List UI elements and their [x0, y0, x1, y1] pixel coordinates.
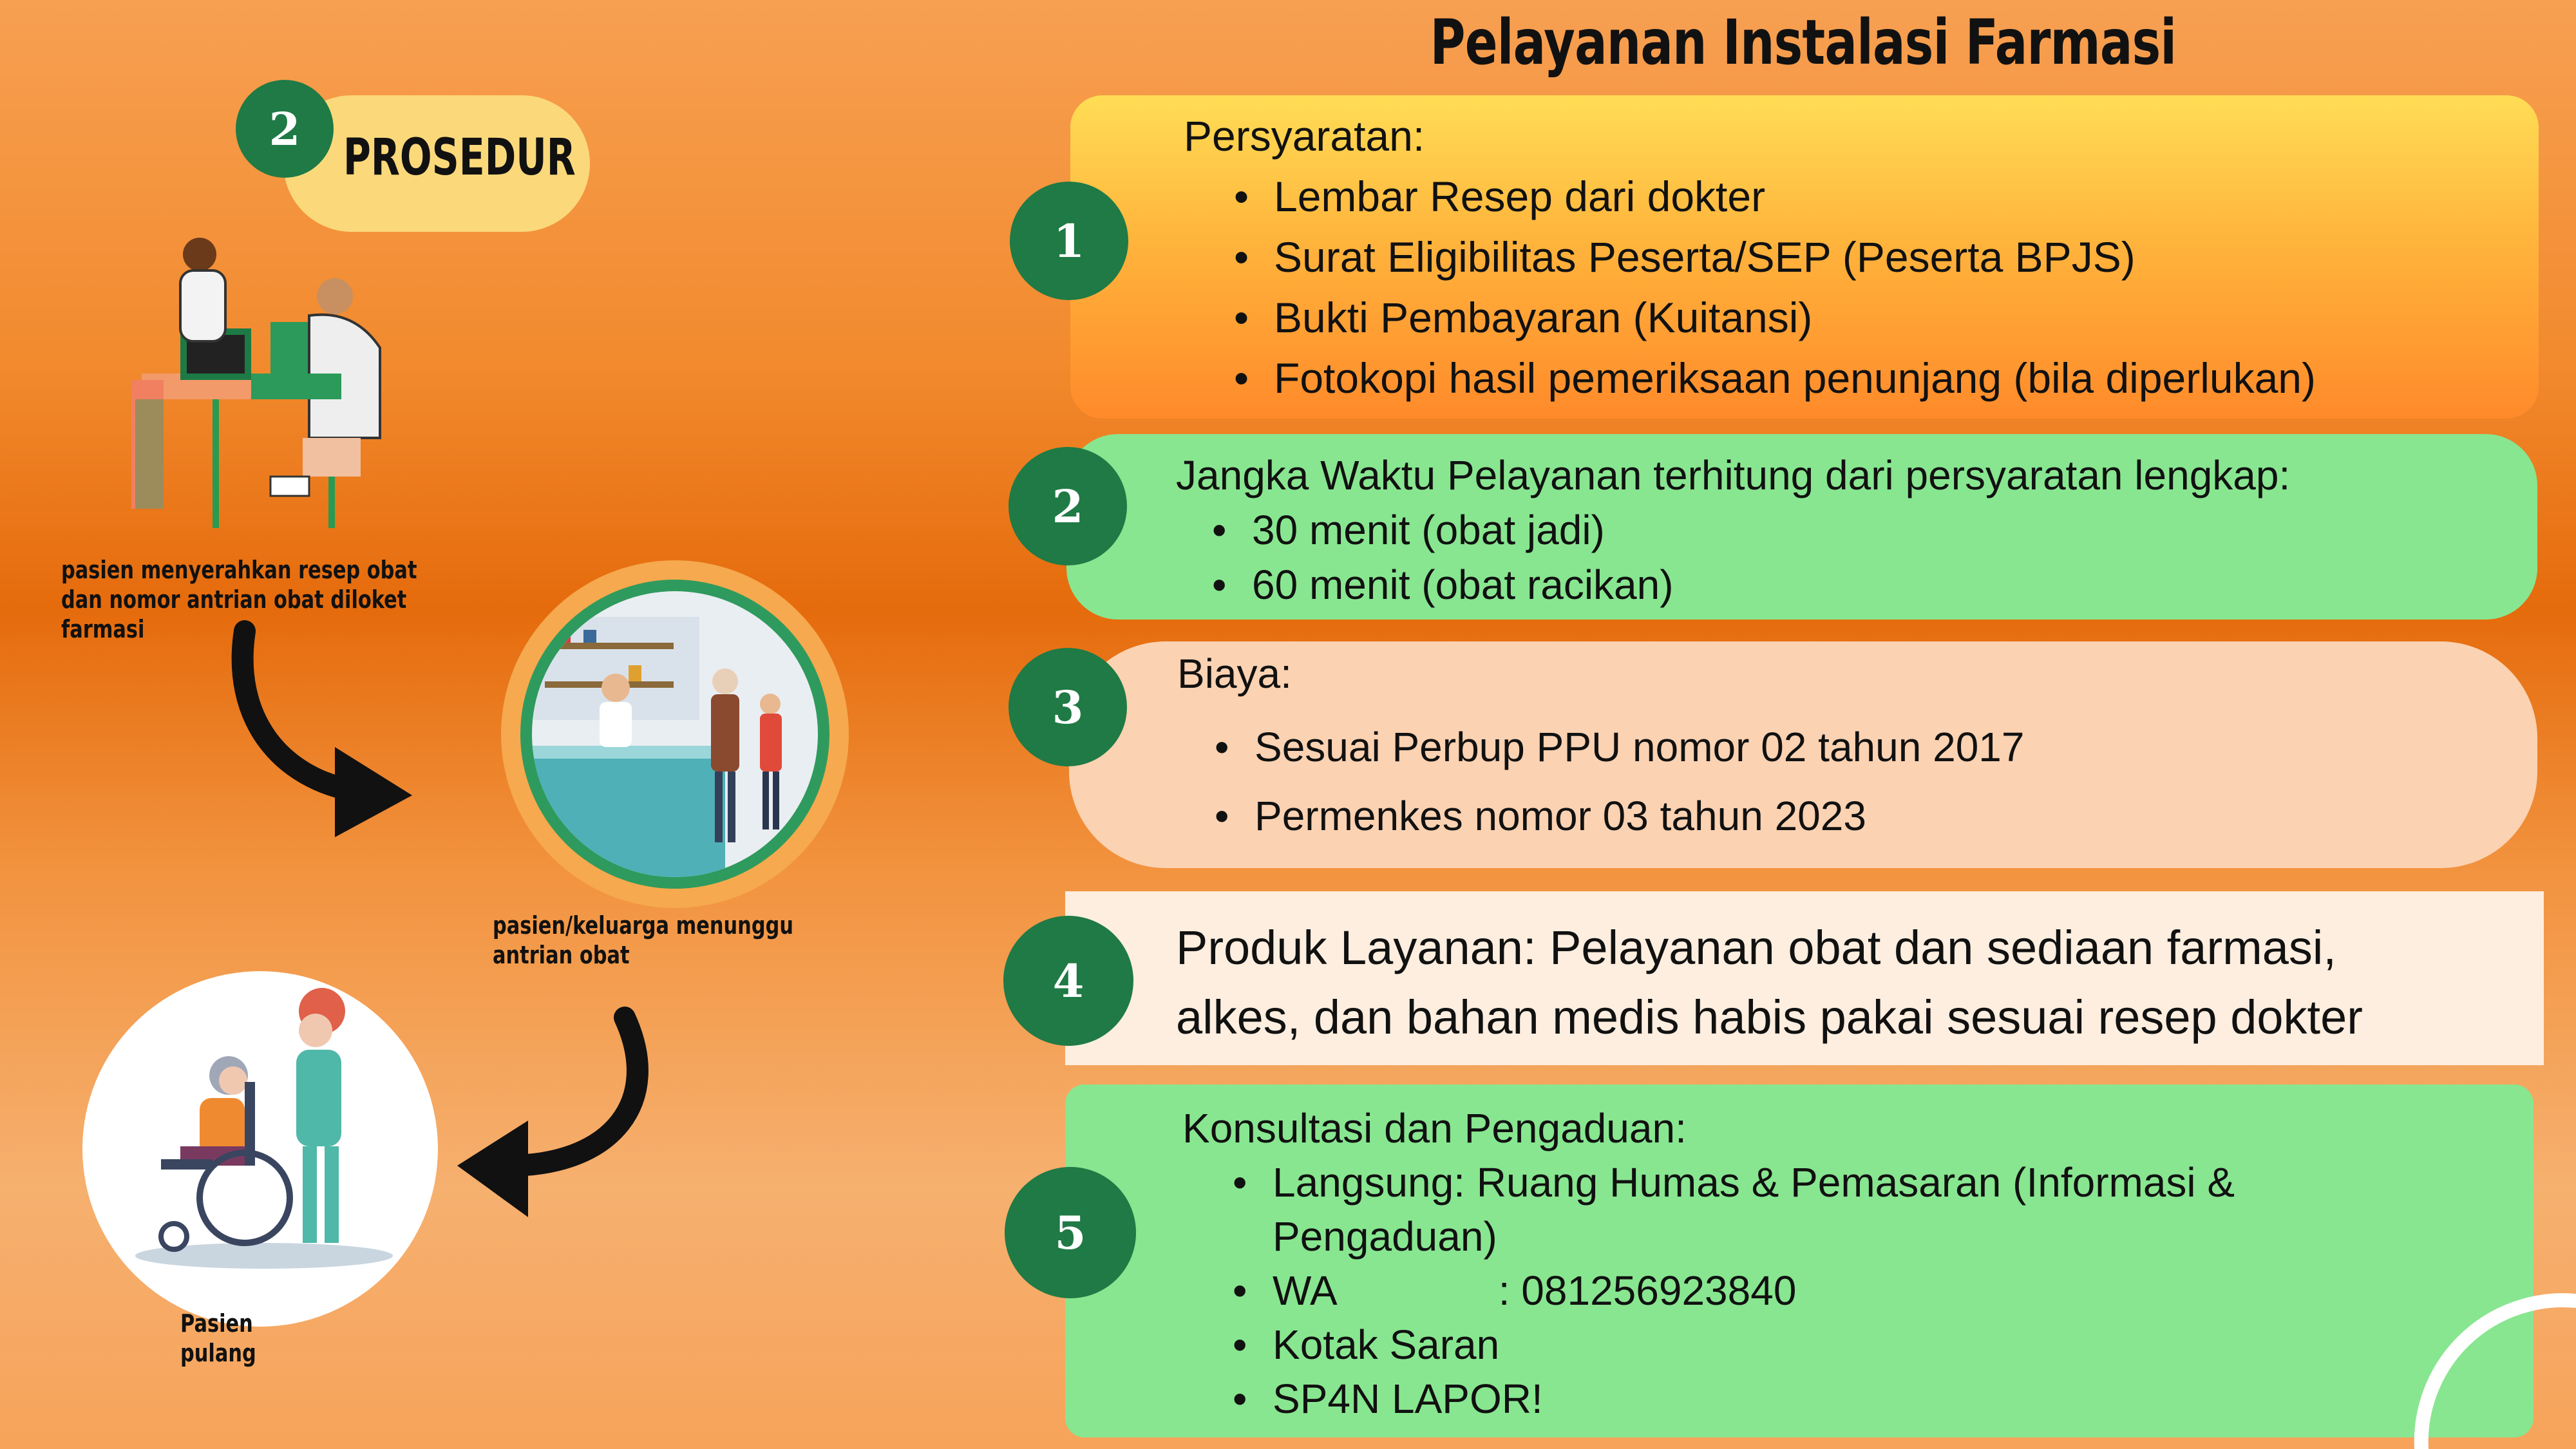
wheelchair-illustration	[122, 985, 406, 1275]
list-item: • Permenkes nomor 03 tahun 2023	[1215, 782, 2537, 851]
step-3-caption: Pasien pulang	[180, 1309, 256, 1367]
step-1-caption: pasien menyerahkan resep obat dan nomor antrian obat diloket farmasi	[61, 556, 417, 643]
waiting-room-illustration	[532, 591, 818, 877]
prosedur-label: PROSEDUR	[343, 129, 576, 187]
section-2-number: 2	[1052, 479, 1084, 533]
list-item	[1233, 1155, 2533, 1264]
section-5-number: 5	[1054, 1206, 1086, 1260]
card-jangka-waktu	[1066, 434, 2537, 620]
list-item: • 30 menit (obat jadi)	[1212, 503, 2537, 558]
wa-label: WA	[1273, 1267, 1338, 1314]
section-2-badge	[1009, 447, 1127, 565]
section-1-badge	[1010, 182, 1128, 300]
list-item: • Sesuai Perbup PPU nomor 02 tahun 2017	[1215, 713, 2537, 782]
card-biaya	[1069, 641, 2537, 868]
prosedur-number: 2	[269, 102, 301, 156]
section-3-badge	[1009, 648, 1127, 766]
list-item	[1233, 1264, 2533, 1318]
card-persyaratan	[1070, 95, 2539, 419]
persyaratan-heading: Persyaratan:	[1184, 112, 1425, 160]
card-konsultasi	[1065, 1084, 2533, 1437]
list-item: • Surat Eligibilitas Peserta/SEP (Peserta BPJS)	[1234, 227, 2539, 287]
prosedur-number-badge	[236, 80, 334, 178]
list-item: • Lembar Resep dari dokter	[1234, 166, 2539, 227]
langsung-line-2: Pengaduan)	[1273, 1213, 1497, 1260]
section-3-number: 3	[1052, 680, 1084, 734]
produk-line-1: Produk Layanan: Pelayanan obat dan sediaan farmasi,	[1176, 921, 2336, 974]
langsung-line-1: Langsung: Ruang Humas & Pemasaran (Informasi &	[1273, 1159, 2235, 1206]
biaya-list	[1215, 713, 2537, 851]
arrow-down-right-icon	[225, 618, 419, 850]
konsultasi-list	[1233, 1155, 2533, 1426]
section-4-number: 4	[1052, 954, 1084, 1008]
counter-illustration	[122, 232, 406, 554]
card-produk-layanan	[1065, 891, 2544, 1065]
persyaratan-list	[1234, 166, 2539, 408]
produk-line-2: alkes, dan bahan medis habis pakai sesuai resep dokter	[1176, 990, 2363, 1044]
list-item: • Fotokopi hasil pemeriksaan penunjang (bila diperlukan)	[1234, 348, 2539, 408]
wa-number: : 081256923840	[1498, 1267, 1797, 1314]
step-2-caption: pasien/keluarga menunggu antrian obat	[493, 911, 793, 969]
list-item: • Kotak Saran	[1233, 1318, 2533, 1372]
arrow-down-left-icon	[451, 1005, 670, 1236]
konsultasi-heading: Konsultasi dan Pengaduan:	[1182, 1105, 1687, 1151]
section-5-badge	[1005, 1167, 1136, 1298]
section-4-badge	[1003, 916, 1133, 1046]
biaya-heading: Biaya:	[1177, 650, 1292, 697]
list-item: • Bukti Pembayaran (Kuitansi)	[1234, 287, 2539, 348]
jangka-waktu-list	[1212, 503, 2537, 612]
list-item: • 60 menit (obat racikan)	[1212, 558, 2537, 612]
page-title: Pelayanan Instalasi Farmasi	[1430, 6, 2177, 79]
list-item: • SP4N LAPOR!	[1233, 1372, 2533, 1426]
decorative-arc	[2396, 1269, 2576, 1449]
section-1-number: 1	[1053, 214, 1085, 268]
jangka-waktu-heading: Jangka Waktu Pelayanan terhitung dari persyaratan lengkap:	[1176, 452, 2291, 498]
